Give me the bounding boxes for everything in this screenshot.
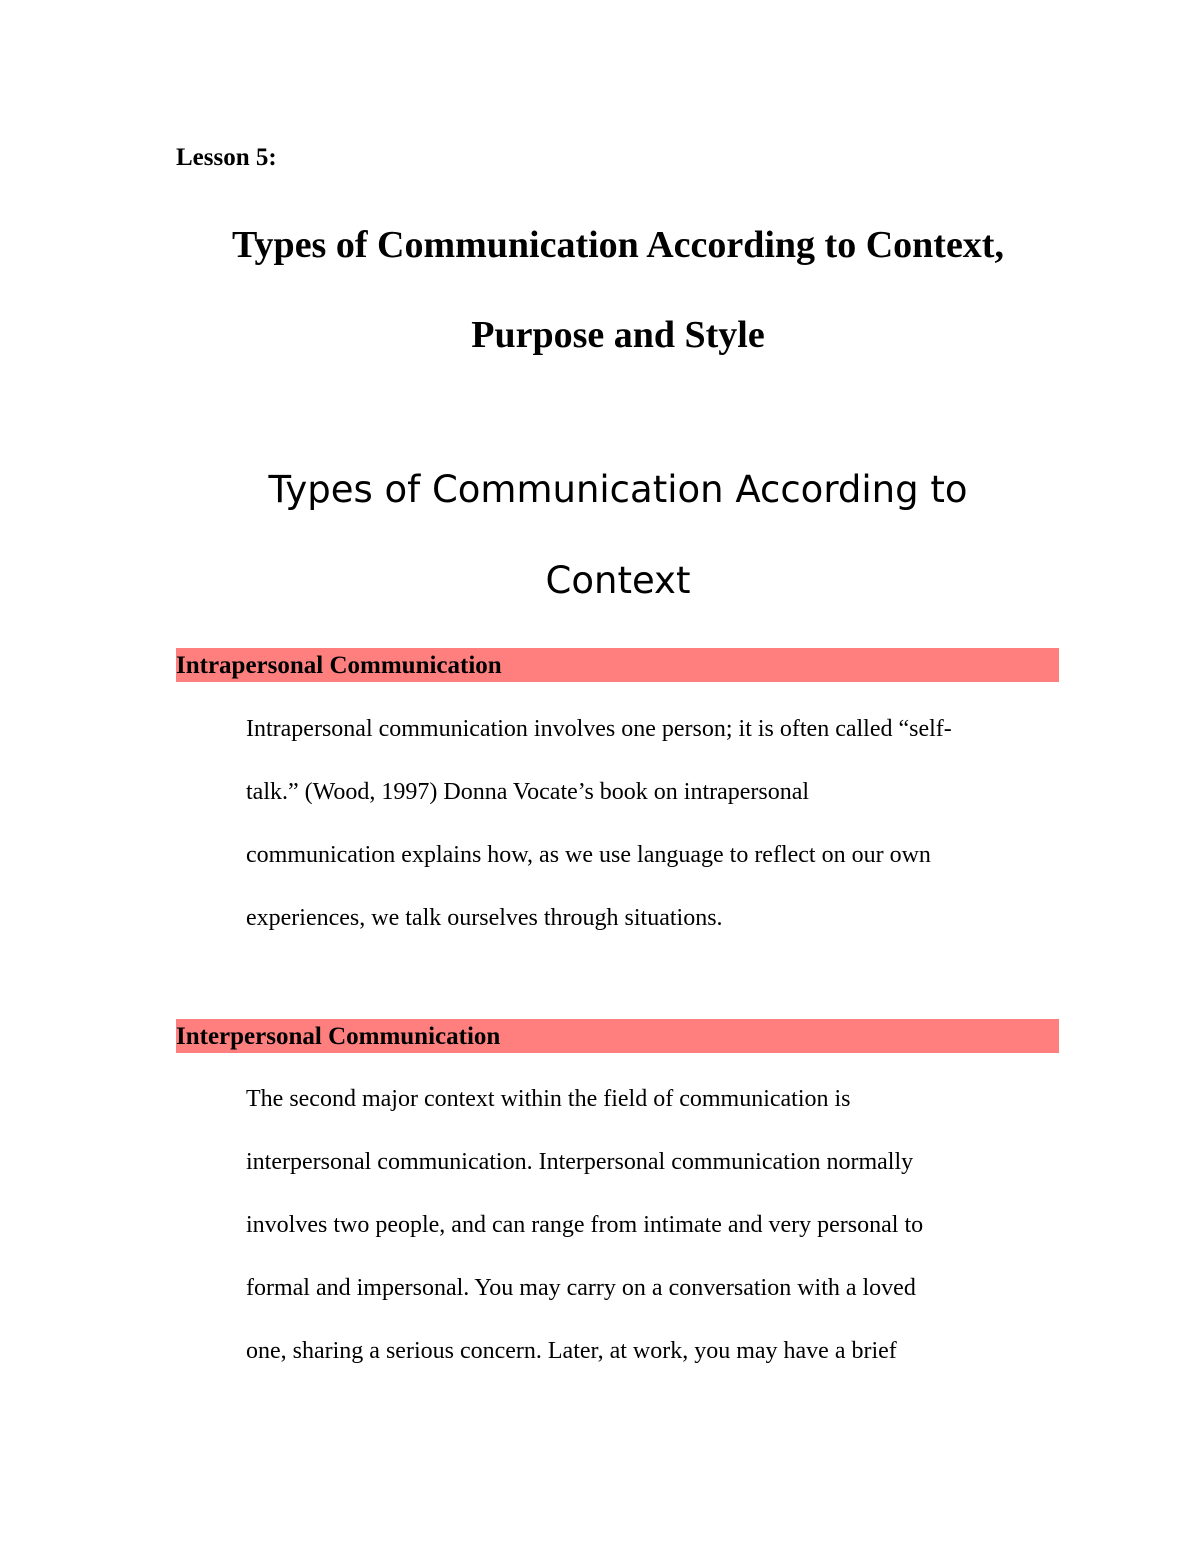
section-title: [176, 444, 1060, 626]
body-line: talk.” (Wood, 1997) Donna Vocate’s book on intrapersonal: [246, 779, 810, 805]
body-line: experiences, we talk ourselves through situations.: [246, 905, 723, 931]
section-title-line: Types of Communication According to: [268, 468, 968, 511]
document-title: [176, 200, 1060, 380]
body-line: The second major context within the field of communication is: [246, 1086, 851, 1112]
section-title-line: Context: [545, 559, 691, 602]
body-line: involves two people, and can range from intimate and very personal to: [246, 1212, 924, 1238]
document-title-line: Types of Communication According to Context,: [232, 224, 1004, 266]
subsection-body-intrapersonal: [246, 698, 1060, 950]
body-line: interpersonal communication. Interpersonal communication normally: [246, 1149, 914, 1175]
document-title-line: Purpose and Style: [471, 314, 765, 356]
body-line: formal and impersonal. You may carry on a conversation with a loved: [246, 1275, 916, 1301]
body-line: communication explains how, as we use language to reflect on our own: [246, 842, 931, 868]
subsection-body-interpersonal: [246, 1068, 1060, 1383]
subsection-heading-interpersonal: Interpersonal Communication: [176, 1019, 1059, 1053]
body-line: one, sharing a serious concern. Later, at work, you may have a brief: [246, 1338, 897, 1364]
body-line: Intrapersonal communication involves one person; it is often called “self-: [246, 716, 952, 742]
subsection-heading-intrapersonal: Intrapersonal Communication: [176, 648, 1059, 682]
lesson-label: Lesson 5:: [176, 144, 277, 171]
